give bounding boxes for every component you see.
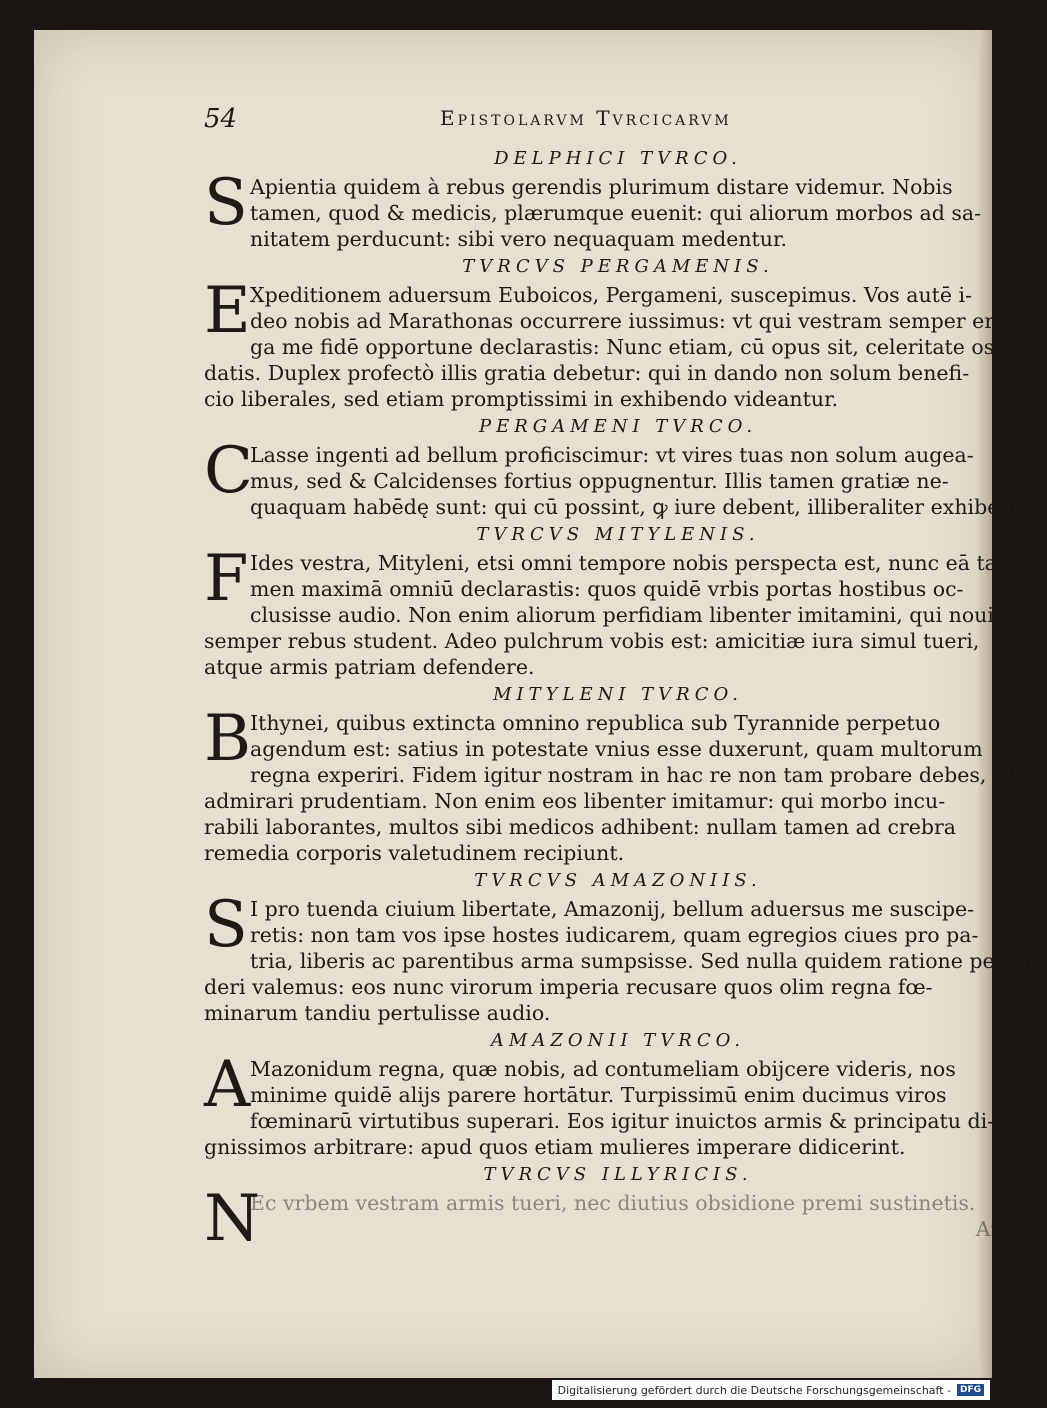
drop-cap: S [204, 888, 248, 962]
text-line: semper rebus student. Adeo pulchrum vobis est: amicitiæ iura simul tueri, [204, 629, 980, 653]
text-line: datis. Duplex profectò illis gratia debetur: qui in dando non solum benefi- [204, 361, 970, 385]
drop-cap: F [204, 542, 249, 616]
letters-container [204, 144, 1047, 1256]
drop-cap: N [204, 1182, 260, 1256]
text-line: atque armis patriam defendere. [204, 655, 535, 679]
text-line: cio liberales, sed etiam promptissimi in exhibendo videantur. [204, 387, 839, 411]
text-line: quaquam habēdę sunt: qui cū possint, ꝙ iure debent, illiberaliter exhibeāt. [250, 495, 1027, 519]
letter-body [204, 702, 1032, 866]
text-line: admirari prudentiam. Non enim eos libenter imitamur: qui morbo incu- [204, 789, 946, 813]
text-line: nitatem perducunt: sibi vero nequaquam medentur. [250, 227, 788, 251]
text-line: minarum tandiu pertulisse audio. [204, 1001, 551, 1025]
text-line: fœminarū virtutibus superari. Eos igitur inuictos armis & principatu di- [250, 1109, 995, 1133]
letter-body [204, 888, 1047, 1026]
text-line: minime quidē alijs parere hortātur. Turpissimū enim ducimus viros [250, 1083, 947, 1107]
text-line: tamen, quod & medicis, plærumque euenit: qui aliorum morbos ad sa- [250, 201, 982, 225]
text-line: regna experiri. Fidem igitur nostram in hac re non tam probare debes, quā [250, 763, 1032, 787]
drop-cap: A [204, 1048, 251, 1122]
page-header [204, 104, 1012, 144]
letter-body [204, 166, 1012, 252]
letter-body [204, 1048, 1012, 1160]
letter-heading: TVRCVS PERGAMENIS. [462, 256, 774, 277]
text-line: gnissimos arbitrare: apud quos etiam mulieres imperare didicerint. [204, 1135, 906, 1159]
text-block [204, 104, 1047, 1256]
letter-heading: TVRCVS AMAZONIIS. [474, 870, 762, 891]
dfg-logo: DFG [957, 1384, 984, 1396]
letter-heading: TVRCVS ILLYRICIS. [483, 1164, 753, 1185]
catchword: Aut [975, 1217, 1012, 1241]
text-line: Ides vestra, Mityleni, etsi omni tempore nobis perspecta est, nunc eā ta- [250, 551, 1004, 575]
text-line: men maximā omniū declarastis: quos quidē vrbis portas hostibus oc- [250, 577, 964, 601]
text-line: ga me fidē opportune declarastis: Nunc etiam, cū opus sit, celeritate ostē- [250, 335, 1022, 359]
letter-heading: PERGAMENI TVRCO. [478, 416, 758, 437]
text-line: mus, sed & Calcidenses fortius oppugnentur. Illis tamen gratiæ ne- [250, 469, 949, 493]
letter-section [204, 866, 1047, 1026]
text-line: Mazonidum regna, quæ nobis, ad contumeliam obijcere videris, nos [250, 1057, 956, 1081]
text-line: agendum est: satius in potestate vnius esse duxerunt, quam multorum [250, 737, 983, 761]
letter-section [204, 520, 1012, 680]
letter-section [204, 144, 1012, 252]
letter-section [204, 1160, 1012, 1256]
text-line: I pro tuenda ciuium libertate, Amazonij, bellum aduersus me suscipe- [250, 897, 975, 921]
running-head: Epistolarvm Tvrcicarvm [440, 106, 732, 130]
text-line: clusisse audio. Non enim aliorum perfidiam libenter imitamini, qui nouis [250, 603, 1005, 627]
text-line: retis: non tam vos ipse hostes iudicarem, quam egregios ciues pro pa- [250, 923, 979, 947]
letter-heading: AMAZONII TVRCO. [490, 1030, 746, 1051]
letter-body [204, 274, 1022, 412]
letter-heading: DELPHICI TVRCO. [494, 148, 742, 169]
letter-section [204, 680, 1032, 866]
footer-text: Digitalisierung gefördert durch die Deutsche Forschungsgemeinschaft - [557, 1383, 951, 1397]
text-line: remedia corporis valetudinem recipiunt. [204, 841, 625, 865]
letter-body [204, 434, 1027, 520]
letter-body [204, 1182, 1012, 1256]
book-page [34, 30, 1047, 1378]
text-line: Xpeditionem aduersum Euboicos, Pergameni, suscepimus. Vos autē i- [250, 283, 973, 307]
letter-section [204, 252, 1022, 412]
page-number: 54 [204, 104, 238, 134]
drop-cap: S [204, 166, 248, 240]
text-line: deri valemus: eos nunc virorum imperia recusare quos olim regna fœ- [204, 975, 933, 999]
letter-body [204, 542, 1012, 680]
letter-section [204, 1026, 1012, 1160]
text-line: rabili laborantes, multos sibi medicos adhibent: nullam tamen ad crebra [204, 815, 957, 839]
text-line: Lasse ingenti ad bellum proficiscimur: vt vires tuas non solum augea- [250, 443, 974, 467]
text-line: tria, liberis ac parentibus arma sumpsisse. Sed nulla quidem ratione persua- [250, 949, 1047, 973]
letter-heading: TVRCVS MITYLENIS. [476, 524, 760, 545]
digitization-footer [552, 1380, 990, 1400]
drop-cap: E [204, 274, 251, 348]
text-line: Ec vrbem vestram armis tueri, nec diutius obsidione premi sustinetis. [250, 1191, 976, 1215]
drop-cap: B [204, 702, 252, 776]
text-line: Ithynei, quibus extincta omnino republica sub Tyrannide perpetuo [250, 711, 941, 735]
text-line: Apientia quidem à rebus gerendis plurimum distare videmur. Nobis [250, 175, 953, 199]
drop-cap: C [204, 434, 253, 508]
letter-heading: MITYLENI TVRCO. [493, 684, 743, 705]
letter-section [204, 412, 1027, 520]
text-line: deo nobis ad Marathonas occurrere iussimus: vt qui vestram semper er- [250, 309, 1002, 333]
